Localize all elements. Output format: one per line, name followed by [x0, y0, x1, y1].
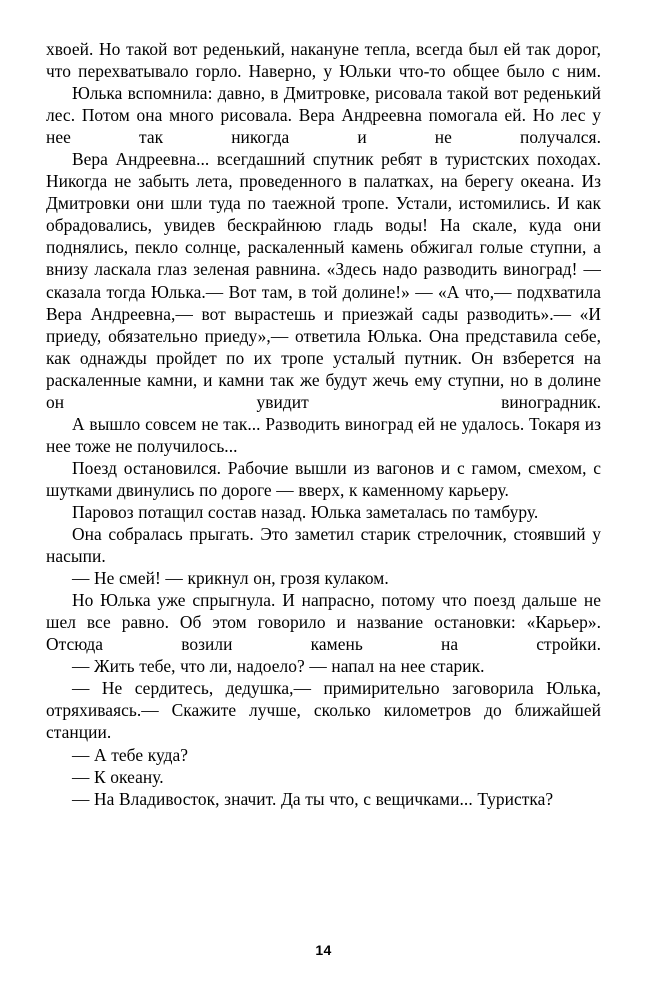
- dialogue-paragraph: — На Владивосток, значит. Да ты что, с вещичками... Туристка?: [72, 788, 554, 809]
- page-number: 14: [315, 942, 332, 958]
- paragraph: Юлька вспомнила: давно, в Дмитровке, рисовала такой вот реденький лес. Потом она много рисовала. Вера Андреевна помогала ей. Но лес у нее так никогда и не получался.: [46, 83, 601, 148]
- paragraph: Но Юлька уже спрыгнула. И напрасно, потому что поезд дальше не шел все равно. Об этом говорило и название остановки: «Карьер». Отсюда возили камень на стройки.: [46, 590, 601, 655]
- dialogue-paragraph: — Не сердитесь, дедушка,— примирительно заговорила Юлька, отряхиваясь.— Скажите лучше, сколько километров до ближайшей станции.: [46, 678, 601, 743]
- paragraph: Она собралась прыгать. Это заметил старик стрелочник, стоявший у насыпи.: [46, 524, 601, 567]
- body-text-column: [46, 38, 601, 810]
- paragraph: хвоей. Но такой вот реденький, накануне тепла, всегда был ей так дорог, что перехватывало горло. Наверно, у Юльки что-то общее было с ним.: [46, 39, 601, 82]
- paragraph: А вышло совсем не так... Разводить виноград ей не удалось. Токаря из нее тоже не получилось...: [46, 413, 601, 456]
- dialogue-paragraph: — Жить тебе, что ли, надоело? — напал на нее старик.: [72, 656, 485, 677]
- paragraph: Вера Андреевна... всегдашний спутник ребят в туристских походах. Никогда не забыть лета, проведенного в палатках, на берегу океана. Из Дмитровки они шли туда по таежной тропе. Устали, истомились. И как обрадовались, увидев бескрайнюю гладь воды! На скале, куда они поднялись, пекло солнце, раскаленный камень обжигал голые ступни, а внизу ласкала глаз зеленая равнина. «Здесь надо разводить виноград! — сказала тогда Юлька.— Вот там, в той долине!» — «А что,— подхватила Вера Андреевна,— вот вырастешь и приезжай сады разводить».— «И приеду, обязательно приеду»,— ответила Юлька. Она представила себе, как однажды пройдет по их тропе усталый путник. Он взберется на раскаленные камни, и камни так же будут жечь ему ступни, но в долине он увидит виноградник.: [46, 149, 601, 412]
- dialogue-paragraph: — Не смей! — крикнул он, грозя кулаком.: [72, 568, 389, 589]
- paragraph: Поезд остановился. Рабочие вышли из вагонов и с гамом, смехом, с шутками двинулись по дороге — вверх, к каменному карьеру.: [46, 457, 601, 500]
- dialogue-paragraph: — А тебе куда?: [72, 744, 189, 765]
- paragraph: Паровоз потащил состав назад. Юлька заметалась по тамбуру.: [72, 501, 539, 522]
- dialogue-paragraph: — К океану.: [72, 766, 164, 787]
